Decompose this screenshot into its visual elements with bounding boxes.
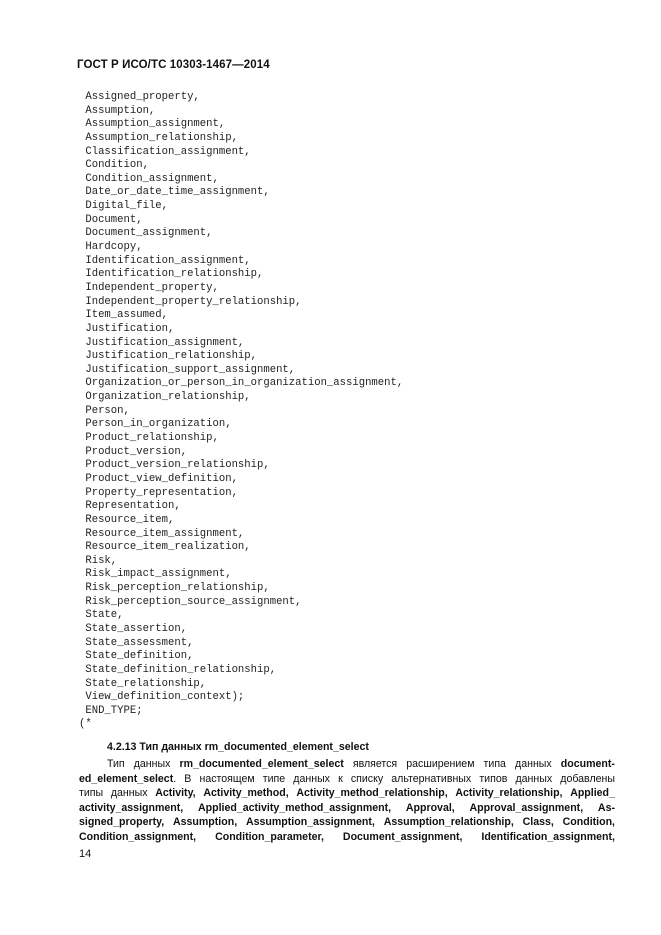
- paragraph-line: [79, 815, 615, 830]
- code-line: Document_assignment,: [79, 227, 213, 240]
- word: [515, 772, 552, 787]
- text-run: данных: [133, 758, 171, 770]
- paragraph-line: [79, 801, 615, 816]
- word: [406, 801, 455, 816]
- code-line: Assumption_relationship,: [79, 131, 238, 144]
- word: [263, 772, 285, 787]
- code-line: Hardcopy,: [79, 241, 143, 254]
- text-run: данных: [515, 758, 552, 770]
- word: [134, 757, 171, 772]
- code-line: Assigned_property,: [79, 91, 200, 103]
- paragraph-line: [79, 830, 615, 845]
- code-line: Date_or_date_time_assignment,: [79, 186, 270, 199]
- word: [79, 772, 176, 787]
- code-line: Condition_assignment,: [79, 172, 219, 185]
- word: [203, 786, 288, 801]
- paragraph-line: [79, 772, 615, 787]
- word: [561, 757, 615, 772]
- word: [199, 772, 254, 787]
- code-line: State,: [79, 609, 124, 622]
- bold-term: Condition_parameter,: [215, 830, 324, 843]
- text-run: Тип: [107, 758, 125, 770]
- code-line: Condition,: [79, 159, 149, 172]
- word: [470, 801, 584, 816]
- word: [484, 757, 506, 772]
- text-run: типы: [79, 787, 104, 800]
- code-line: END_TYPE;: [79, 704, 143, 717]
- code-line: Justification_support_assignment,: [79, 363, 296, 376]
- code-line: Independent_property_relationship,: [79, 295, 302, 308]
- bold-term: activity_assignment,: [79, 801, 184, 814]
- word: [246, 815, 375, 830]
- bold-term: Assumption,: [172, 816, 238, 829]
- code-line: Classification_assignment,: [79, 145, 251, 158]
- code-line: Representation,: [79, 500, 181, 513]
- code-line: Resource_item_realization,: [79, 541, 251, 554]
- code-line: (*: [79, 718, 92, 731]
- code-line: Independent_property,: [79, 281, 219, 294]
- code-line: Product_view_definition,: [79, 472, 238, 485]
- code-line: State_definition_relationship,: [79, 663, 277, 676]
- bold-term: Applied_: [570, 787, 615, 800]
- bold-term: Assumption_relationship,: [383, 816, 514, 829]
- bold-term: Approval_assignment,: [469, 801, 584, 814]
- word: [173, 815, 237, 830]
- bold-term: Activity_relationship,: [455, 787, 563, 800]
- code-line: Risk_perception_source_assignment,: [79, 595, 302, 608]
- bold-term: Activity,: [155, 787, 196, 800]
- code-listing: [79, 91, 403, 732]
- word: [343, 830, 463, 845]
- text-run: типе: [262, 772, 286, 785]
- bold-term: Condition,: [562, 816, 615, 829]
- word: [406, 757, 474, 772]
- bold-term: ed_element_select: [79, 772, 174, 785]
- code-line: Product_version,: [79, 445, 188, 458]
- code-line: Digital_file,: [79, 200, 169, 213]
- code-line: View_definition_context);: [79, 691, 245, 704]
- text-run: расширением: [406, 758, 475, 770]
- word: [215, 830, 324, 845]
- bold-term: Identification_assignment,: [481, 830, 615, 843]
- bold-term: document-: [560, 758, 615, 770]
- text-run: списку: [350, 772, 384, 785]
- word: [598, 801, 615, 816]
- code-line: Resource_item_assignment,: [79, 527, 245, 540]
- bold-term: Assumption_assignment,: [245, 816, 375, 829]
- bold-term: rm_documented_element_select: [179, 758, 344, 770]
- section-heading: 4.2.13 Тип данных rm_documented_element_select: [107, 741, 369, 753]
- code-line: Person_in_organization,: [79, 418, 232, 431]
- text-run: настоящем: [199, 772, 255, 785]
- word: [570, 786, 615, 801]
- text-run: типа: [483, 758, 506, 770]
- word: [293, 772, 330, 787]
- word: [79, 815, 164, 830]
- code-line: Resource_item,: [79, 513, 175, 526]
- word: [563, 815, 615, 830]
- text-run: является: [352, 758, 398, 770]
- code-line: Property_representation,: [79, 486, 238, 499]
- word: [79, 830, 196, 845]
- code-line: Document,: [79, 213, 143, 226]
- code-line: Justification_relationship,: [79, 350, 258, 363]
- code-line: State_relationship,: [79, 677, 207, 690]
- code-line: Product_relationship,: [79, 432, 219, 445]
- bold-term: Document_assignment,: [342, 830, 463, 843]
- code-line: Organization_relationship,: [79, 391, 251, 404]
- word: [198, 801, 391, 816]
- bold-term: Activity_method,: [203, 787, 289, 800]
- paragraph-line: [79, 757, 615, 772]
- word: [560, 772, 615, 787]
- word: [479, 772, 507, 787]
- bold-term: Approval,: [405, 801, 455, 814]
- code-line: Identification_relationship,: [79, 268, 264, 281]
- text-run: типов: [479, 772, 508, 785]
- bold-term: Class,: [522, 816, 554, 829]
- word: [179, 757, 343, 772]
- word: [79, 786, 103, 801]
- paragraph-line: [79, 786, 615, 801]
- body-paragraph: [79, 757, 615, 845]
- word: [515, 757, 552, 772]
- bold-term: signed_property,: [79, 816, 165, 829]
- word: [391, 772, 471, 787]
- word: [111, 786, 148, 801]
- code-line: Organization_or_person_in_organization_assignment,: [79, 377, 404, 390]
- code-line: Justification_assignment,: [79, 336, 245, 349]
- code-line: State_assertion,: [79, 622, 188, 635]
- text-run: данных: [110, 787, 148, 800]
- bold-term: Condition_assignment,: [79, 830, 197, 843]
- word: [155, 786, 195, 801]
- bold-term: Activity_method_relationship,: [296, 787, 448, 800]
- page-number: 14: [79, 848, 92, 860]
- text-run: данных: [293, 772, 330, 785]
- text-run: добавлены: [560, 772, 615, 785]
- word: [353, 757, 397, 772]
- code-line: State_assessment,: [79, 636, 194, 649]
- word: [481, 830, 615, 845]
- text-run: к: [338, 772, 343, 785]
- word: [79, 801, 183, 816]
- code-line: Product_version_relationship,: [79, 459, 270, 472]
- text-run: данных: [515, 772, 553, 785]
- word: [296, 786, 447, 801]
- code-line: Risk_impact_assignment,: [79, 568, 232, 581]
- code-line: Person,: [79, 404, 130, 417]
- text-run: В: [184, 772, 192, 785]
- code-line: Item_assumed,: [79, 309, 169, 322]
- word: [351, 772, 383, 787]
- word: [523, 815, 554, 830]
- word: [455, 786, 562, 801]
- code-line: Assumption_assignment,: [79, 118, 226, 131]
- code-line: Assumption,: [79, 104, 156, 117]
- document-header: ГОСТ Р ИСО/ТС 10303-1467—2014: [77, 59, 270, 71]
- code-line: Risk,: [79, 554, 118, 567]
- code-line: Justification,: [79, 322, 175, 335]
- code-line: Risk_perception_relationship,: [79, 582, 270, 595]
- word: [107, 757, 125, 772]
- word: [338, 772, 343, 787]
- text-run: .: [173, 772, 177, 785]
- code-line: Identification_assignment,: [79, 254, 251, 267]
- word: [184, 772, 191, 787]
- bold-term: Applied_activity_method_assignment,: [198, 801, 392, 814]
- code-line: State_definition,: [79, 650, 194, 663]
- word: [384, 815, 514, 830]
- text-run: альтернативных: [391, 772, 472, 785]
- bold-term: As-: [597, 801, 615, 814]
